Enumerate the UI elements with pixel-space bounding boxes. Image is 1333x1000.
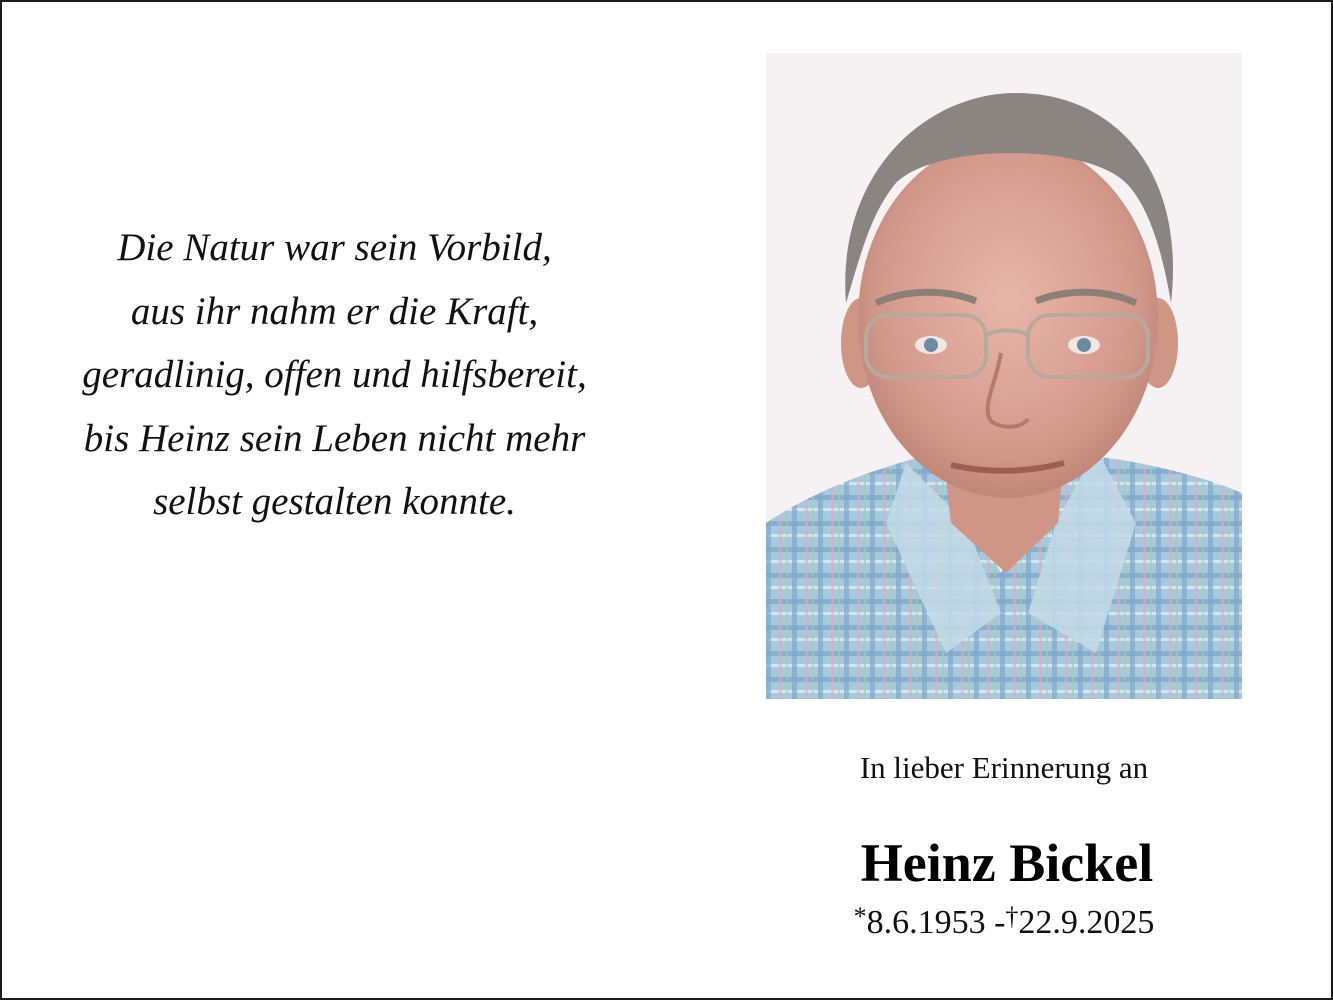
poem-line: bis Heinz sein Leben nicht mehr <box>83 416 586 460</box>
poem <box>22 216 647 534</box>
life-dates <box>766 902 1242 942</box>
poem-line: geradlinig, offen und hilfsbereit, <box>82 353 587 396</box>
poem-line: Die Natur war sein Vorbild, <box>117 226 552 269</box>
birth-date: 8.6.1953 <box>866 904 986 941</box>
portrait-photo <box>766 53 1242 699</box>
date-separator: - <box>994 904 1006 941</box>
death-date: 22.9.2025 <box>1018 904 1155 941</box>
poem-line: selbst gestalten konnte. <box>153 480 516 523</box>
memorial-intro: In lieber Erinnerung an <box>859 750 1149 785</box>
deceased-name: Heinz Bickel <box>860 833 1154 893</box>
poem-line: aus ihr nahm er die Kraft, <box>130 289 539 333</box>
birth-star-icon: * <box>853 902 867 931</box>
death-cross-icon: † <box>1005 902 1019 931</box>
